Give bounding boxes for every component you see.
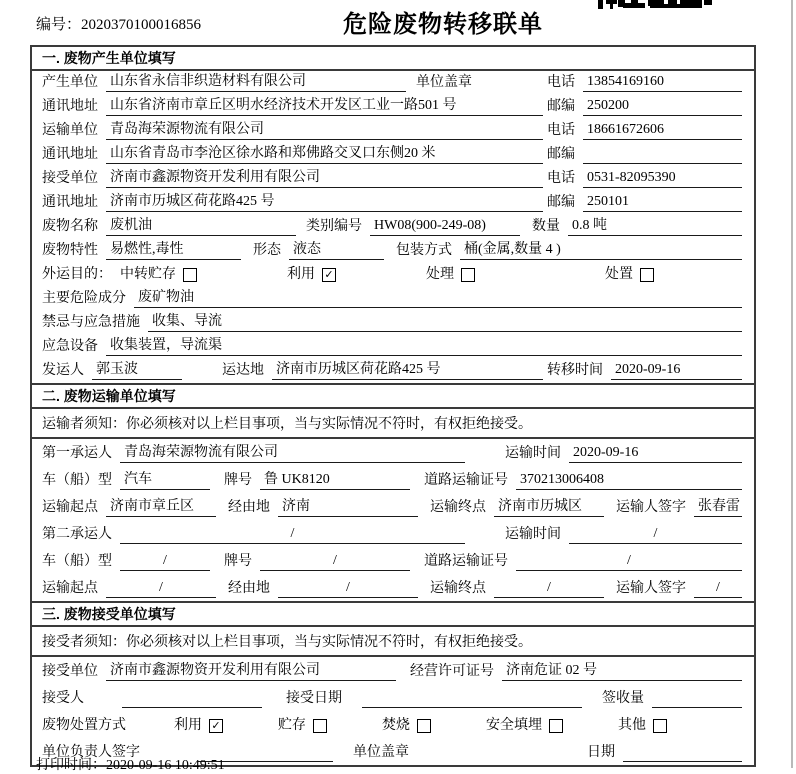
- row-shipper: [32, 359, 754, 383]
- notice-text: 你必须核对以上栏目事项，当与实际情况不符时，有权拒绝接受。: [126, 635, 532, 650]
- category-label: 类别编号: [306, 219, 362, 234]
- phone-label: 电话: [547, 171, 575, 186]
- origin-label: 运输起点: [42, 500, 98, 515]
- category-value: HW08(900-249-08): [370, 217, 520, 236]
- form-label: 形态: [253, 243, 281, 258]
- equipment-label: 应急设备: [42, 339, 98, 354]
- end-label: 运输终点: [430, 581, 486, 596]
- print-time-label: 打印时间：: [36, 758, 106, 773]
- row-produce-address: [32, 95, 754, 119]
- hazard-label: 主要危险成分: [42, 291, 126, 306]
- vehicle-type-value: /: [120, 552, 210, 571]
- receive-unit-value: 济南市鑫源物资开发利用有限公司: [106, 169, 543, 188]
- receive-date-value: [362, 690, 582, 708]
- shipper-value: 郭玉波: [92, 361, 182, 380]
- phone-value: 0531-82095390: [583, 169, 742, 188]
- plate-value: /: [260, 552, 410, 571]
- option-label: 处置: [605, 267, 633, 282]
- plate-label: 牌号: [224, 554, 252, 569]
- date-label: 日期: [587, 745, 615, 760]
- purpose-label: 外运目的：: [42, 267, 112, 282]
- packing-value: 桶(金属,数量 4 ): [460, 241, 742, 260]
- section-3-header: 三. 废物接受单位填写: [32, 601, 754, 627]
- option-label: 中转贮存: [120, 267, 176, 282]
- end-label: 运输终点: [430, 500, 486, 515]
- manifest-table: [30, 45, 756, 767]
- transport-unit-label: 运输单位: [42, 123, 98, 138]
- document-number-value: 2020370100016856: [81, 17, 202, 33]
- plate-value: 鲁 UK8120: [260, 471, 410, 490]
- row-waste-name: [32, 215, 754, 239]
- end-value: 济南市历城区: [494, 498, 604, 517]
- receive-unit-label: 接受单位: [42, 171, 98, 186]
- checkbox-icon: [417, 719, 431, 733]
- checkbox-icon: [640, 268, 654, 282]
- quantity-label: 数量: [532, 219, 560, 234]
- carrier-value: /: [120, 525, 465, 544]
- equipment-value: 收集装置，导流渠: [106, 337, 742, 356]
- address-value: 山东省济南市章丘区明水经济技术开发区工业一路501 号: [106, 97, 543, 116]
- license-value: 济南危证 02 号: [502, 662, 742, 681]
- via-value: /: [278, 579, 418, 598]
- phone-value: 13854169160: [583, 73, 742, 92]
- address-value: 山东省青岛市李沧区徐水路和郑佛路交叉口东侧20 米: [106, 145, 543, 164]
- transport-unit-value: 青岛海荣源物流有限公司: [106, 121, 543, 140]
- disposal-label: 废物处置方式: [42, 718, 126, 733]
- row-transport-purpose: [32, 263, 754, 287]
- option-label: 处理: [426, 267, 454, 282]
- via-label: 经由地: [228, 500, 270, 515]
- produce-unit-label: 产生单位: [42, 75, 98, 90]
- carrier-value: 青岛海荣源物流有限公司: [120, 444, 465, 463]
- purpose-option: [605, 266, 654, 284]
- carrier-label: 第二承运人: [42, 527, 112, 542]
- purpose-option: [120, 266, 197, 284]
- transfer-time-label: 转移时间: [547, 363, 603, 378]
- option-label: 利用: [174, 718, 202, 733]
- receive-unit-value: 济南市鑫源物资开发利用有限公司: [106, 662, 396, 681]
- print-time-value: 2020-09-16 10:49:51: [106, 758, 225, 773]
- disposal-option: [174, 717, 223, 735]
- document-number-label: 编号：: [36, 17, 82, 33]
- shipper-label: 发运人: [42, 363, 84, 378]
- character-value: 易燃性,毒性: [106, 241, 241, 260]
- zip-label: 邮编: [547, 99, 575, 114]
- carrier-label: 第一承运人: [42, 446, 112, 461]
- row-produce-unit: [32, 71, 754, 95]
- disposal-option: [618, 717, 667, 735]
- waste-name-label: 废物名称: [42, 219, 98, 234]
- page-title: 危险废物转移联单: [343, 12, 543, 38]
- row-hazard-component: [32, 287, 754, 311]
- receiver-value: [122, 690, 262, 708]
- option-label: 贮存: [278, 718, 306, 733]
- destination-label: 运达地: [222, 363, 264, 378]
- row-transport-address: [32, 143, 754, 167]
- address-label: 通讯地址: [42, 147, 98, 162]
- row-first-carrier: [32, 439, 754, 466]
- receiver-notice: [32, 627, 754, 657]
- row-second-carrier: [32, 520, 754, 547]
- vehicle-type-label: 车（船）型: [42, 473, 112, 488]
- phone-value: 18661672606: [583, 121, 742, 140]
- origin-value: 济南市章丘区: [106, 498, 216, 517]
- row-route-1: [32, 493, 754, 520]
- zip-value: 250101: [583, 193, 742, 212]
- notice-text: 你必须核对以上栏目事项，当与实际情况不符时，有权拒绝接受。: [126, 417, 532, 432]
- origin-label: 运输起点: [42, 581, 98, 596]
- row-receive-address: [32, 191, 754, 215]
- disposal-option: [382, 717, 431, 735]
- receive-date-label: 接受日期: [286, 691, 342, 706]
- destination-value: 济南市历城区荷花路425 号: [272, 361, 543, 380]
- checkbox-icon: [183, 268, 197, 282]
- origin-value: /: [106, 579, 216, 598]
- head-sign-label: 单位负责人签字: [42, 745, 140, 760]
- sign-qty-label: 签收量: [602, 691, 644, 706]
- row-taboo-measures: [32, 311, 754, 335]
- row-transport-unit: [32, 119, 754, 143]
- road-cert-value: /: [516, 552, 742, 571]
- row-receive-unit-s3: [32, 657, 754, 684]
- row-emergency-equipment: [32, 335, 754, 359]
- character-label: 废物特性: [42, 243, 98, 258]
- transport-time-label: 运输时间: [505, 446, 561, 461]
- produce-unit-value: 山东省永信非织造材料有限公司: [106, 73, 406, 92]
- plate-label: 牌号: [224, 473, 252, 488]
- vehicle-type-label: 车（船）型: [42, 554, 112, 569]
- row-receive-unit: [32, 167, 754, 191]
- unit-seal-label: 单位盖章: [353, 745, 409, 760]
- checkbox-icon: [549, 719, 563, 733]
- end-value: /: [494, 579, 604, 598]
- notice-label: 运输者须知：: [42, 417, 126, 432]
- waste-name-value: 废机油: [106, 217, 296, 236]
- row-disposal-method: [32, 711, 754, 738]
- receiver-label: 接受人: [42, 691, 84, 706]
- taboo-value: 收集、导流: [148, 313, 742, 332]
- print-time: [36, 754, 225, 774]
- phone-label: 电话: [547, 123, 575, 138]
- notice-label: 接受者须知：: [42, 635, 126, 650]
- checkbox-icon: [461, 268, 475, 282]
- disposal-option: [278, 717, 327, 735]
- phone-label: 电话: [547, 75, 575, 90]
- quantity-value: 0.8 吨: [568, 217, 742, 236]
- address-value: 济南市历城区荷花路425 号: [106, 193, 543, 212]
- section-2-header: 二. 废物运输单位填写: [32, 383, 754, 409]
- checkbox-icon: [313, 719, 327, 733]
- zip-label: 邮编: [547, 195, 575, 210]
- via-label: 经由地: [228, 581, 270, 596]
- option-label: 安全填埋: [486, 718, 542, 733]
- qr-code-icon: [598, 0, 712, 10]
- row-vehicle-1: [32, 466, 754, 493]
- form-value: 液态: [289, 241, 384, 260]
- option-label: 其他: [618, 718, 646, 733]
- purpose-option: [287, 266, 336, 284]
- purpose-option: [426, 266, 475, 284]
- row-route-2: [32, 574, 754, 601]
- checkbox-icon: ✓: [209, 719, 223, 733]
- road-cert-label: 道路运输证号: [424, 473, 508, 488]
- option-label: 利用: [287, 267, 315, 282]
- zip-value: [583, 146, 742, 164]
- date-value: [623, 744, 742, 762]
- receive-unit-label: 接受单位: [42, 664, 98, 679]
- row-waste-character: [32, 239, 754, 263]
- packing-label: 包装方式: [396, 243, 452, 258]
- transfer-time-value: 2020-09-16: [611, 361, 742, 380]
- transport-time-value: 2020-09-16: [569, 444, 742, 463]
- via-value: 济南: [278, 498, 418, 517]
- section-1-header: 一. 废物产生单位填写: [32, 47, 754, 71]
- transporter-notice: [32, 409, 754, 439]
- zip-label: 邮编: [547, 147, 575, 162]
- page-edge-line: [791, 0, 793, 768]
- road-cert-label: 道路运输证号: [424, 554, 508, 569]
- checkbox-icon: ✓: [322, 268, 336, 282]
- transport-time-value: /: [569, 525, 742, 544]
- document-header: [0, 0, 796, 45]
- transporter-sign-value: /: [694, 579, 742, 598]
- address-label: 通讯地址: [42, 99, 98, 114]
- checkbox-icon: [653, 719, 667, 733]
- transporter-sign-label: 运输人签字: [616, 500, 686, 515]
- transport-time-label: 运输时间: [505, 527, 561, 542]
- unit-seal-label: 单位盖章: [416, 75, 472, 90]
- address-label: 通讯地址: [42, 195, 98, 210]
- sign-qty-value: [652, 690, 742, 708]
- road-cert-value: 370213006408: [516, 471, 742, 490]
- disposal-option: [486, 717, 563, 735]
- row-receiver: [32, 684, 754, 711]
- zip-value: 250200: [583, 97, 742, 116]
- vehicle-type-value: 汽车: [120, 471, 210, 490]
- hazard-value: 废矿物油: [134, 289, 742, 308]
- transporter-sign-value: 张春雷: [694, 498, 742, 517]
- option-label: 焚烧: [382, 718, 410, 733]
- taboo-label: 禁忌与应急措施: [42, 315, 140, 330]
- license-label: 经营许可证号: [410, 664, 494, 679]
- row-vehicle-2: [32, 547, 754, 574]
- transporter-sign-label: 运输人签字: [616, 581, 686, 596]
